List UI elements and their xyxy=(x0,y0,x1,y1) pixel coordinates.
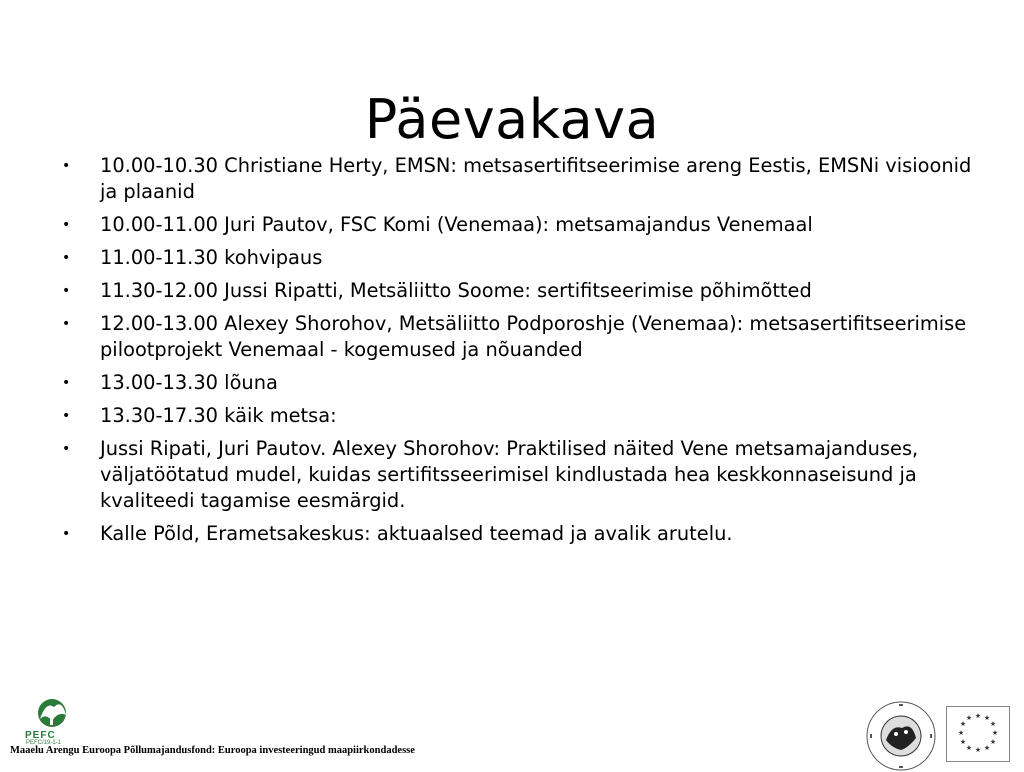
agenda-item xyxy=(60,521,980,547)
svg-text:★: ★ xyxy=(974,712,982,720)
eu-rural-seal-icon xyxy=(862,700,940,772)
svg-text:★: ★ xyxy=(991,729,999,737)
agenda-item-text: 12.00-13.00 Alexey Shorohov, Metsäliitto Podporoshje (Venemaa): metsasertifitseerimise pilootprojekt Venemaal - kogemused ja nõuanded xyxy=(100,312,967,361)
svg-text:★: ★ xyxy=(989,720,997,728)
bullet-icon: • xyxy=(62,526,71,542)
svg-text:★: ★ xyxy=(965,714,973,722)
svg-text:★: ★ xyxy=(974,746,982,754)
agenda-item-text: 11.30-12.00 Jussi Ripatti, Metsäliitto Soome: sertifitseerimise põhimõtted xyxy=(100,279,812,302)
svg-text:★: ★ xyxy=(983,714,991,722)
svg-text:★: ★ xyxy=(959,720,967,728)
eu-flag-icon xyxy=(946,706,1010,762)
svg-text:★: ★ xyxy=(965,744,973,752)
agenda-item xyxy=(60,436,980,514)
bullet-icon: • xyxy=(62,250,71,266)
bullet-icon: • xyxy=(62,375,71,391)
agenda-item-text: Kalle Põld, Erametsakeskus: aktuaalsed teemad ja avalik arutelu. xyxy=(100,522,733,545)
pefc-code: PEFC/19-1-1 xyxy=(26,740,62,746)
bullet-icon: • xyxy=(62,283,71,299)
agenda-item xyxy=(60,403,980,429)
svg-text:★: ★ xyxy=(989,738,997,746)
agenda-item xyxy=(60,212,980,238)
bullet-icon: • xyxy=(62,158,71,174)
funding-footer-text: Maaelu Arengu Euroopa Põllumajandusfond: Euroopa investeeringud maapiirkondadesse xyxy=(10,745,415,756)
bullet-icon: • xyxy=(62,441,71,457)
bullet-icon: • xyxy=(62,408,71,424)
agenda-item xyxy=(60,370,980,396)
agenda-item-text: 11.00-11.30 kohvipaus xyxy=(100,246,323,269)
svg-text:★: ★ xyxy=(957,729,965,737)
svg-text:★: ★ xyxy=(983,744,991,752)
agenda-item-text: 10.00-10.30 Christiane Herty, EMSN: metsasertifitseerimise areng Eestis, EMSNi visioonid ja plaanid xyxy=(100,154,972,203)
agenda-item-text: 10.00-11.00 Juri Pautov, FSC Komi (Venemaa): metsamajandus Venemaal xyxy=(100,213,813,236)
pefc-label: PEFC xyxy=(25,730,56,741)
bullet-icon: • xyxy=(62,316,71,332)
agenda-list xyxy=(60,153,980,554)
agenda-item-text: 13.30-17.30 käik metsa: xyxy=(100,404,337,427)
bullet-icon: • xyxy=(62,217,71,233)
agenda-item xyxy=(60,153,980,205)
agenda-item-text: 13.00-13.30 lõuna xyxy=(100,371,278,394)
slide-title: Päevakava xyxy=(364,88,660,152)
agenda-item xyxy=(60,245,980,271)
agenda-item-text: Jussi Ripati, Juri Pautov. Alexey Shorohov: Praktilised näited Vene metsamajanduses, väljatöötatud mudel, kuidas sertifitsseerimisel kindlustada hea keskkonnaseisund ja kvaliteedi tagamise eesmärgid. xyxy=(100,437,919,512)
svg-text:★: ★ xyxy=(959,738,967,746)
agenda-item xyxy=(60,311,980,363)
agenda-item xyxy=(60,278,980,304)
